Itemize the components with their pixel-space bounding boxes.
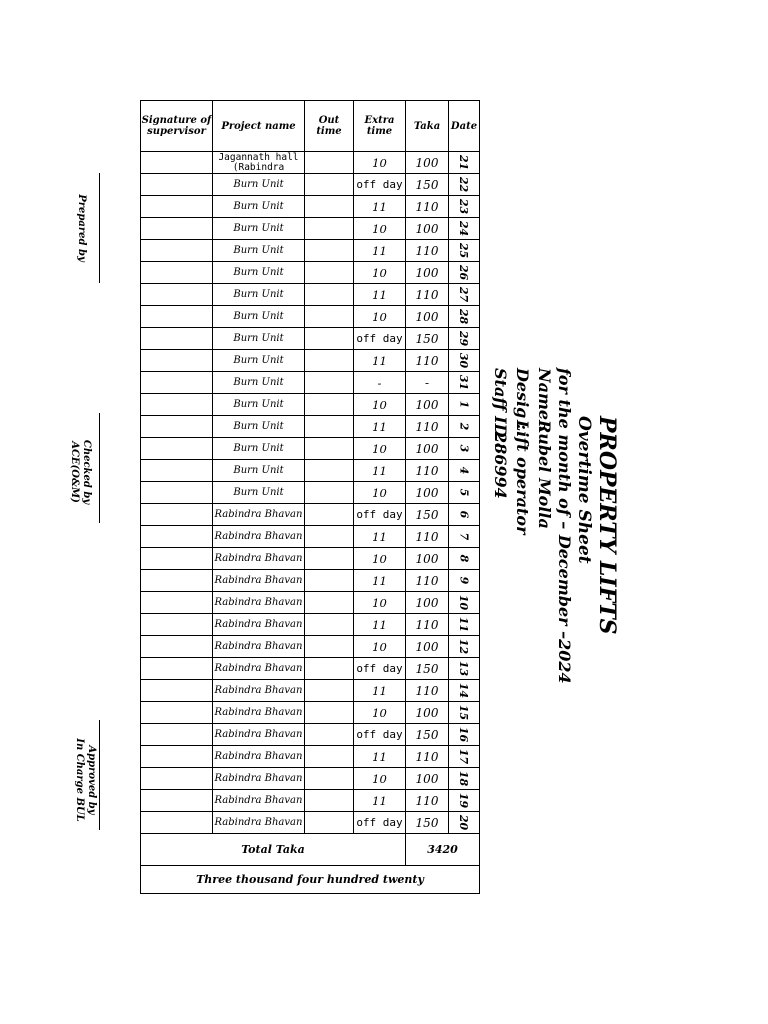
taka-cell: - bbox=[406, 372, 449, 394]
heading-subtitle: Overtime Sheet bbox=[574, 416, 594, 564]
extra-time-cell: 11 bbox=[354, 460, 406, 482]
taka-cell: 110 bbox=[406, 350, 449, 372]
project-cell: Burn Unit bbox=[213, 438, 305, 460]
project-cell: Burn Unit bbox=[213, 284, 305, 306]
table-row bbox=[141, 328, 480, 350]
out-time-cell bbox=[305, 460, 354, 482]
extra-time-cell: 11 bbox=[354, 790, 406, 812]
date-cell bbox=[449, 724, 480, 746]
project-cell: Rabindra Bhavan bbox=[213, 790, 305, 812]
header-out-time: Out time bbox=[305, 101, 354, 152]
signature-cell bbox=[141, 504, 213, 526]
checked-by-label bbox=[68, 432, 92, 512]
project-cell: Rabindra Bhavan bbox=[213, 570, 305, 592]
date-text: 12 bbox=[457, 638, 471, 655]
project-cell: Burn Unit bbox=[213, 350, 305, 372]
extra-time-cell: 10 bbox=[354, 702, 406, 724]
date-cell bbox=[449, 548, 480, 570]
project-cell: Burn Unit bbox=[213, 240, 305, 262]
date-text: 26 bbox=[457, 264, 471, 281]
taka-cell: 110 bbox=[406, 196, 449, 218]
project-cell: Jagannath hall (Rabindra bbox=[213, 152, 305, 174]
project-cell: Burn Unit bbox=[213, 174, 305, 196]
project-cell: Burn Unit bbox=[213, 372, 305, 394]
table-row bbox=[141, 460, 480, 482]
desig-label: Desig : bbox=[513, 368, 532, 430]
signature-cell bbox=[141, 614, 213, 636]
date-cell bbox=[449, 812, 480, 834]
prepared-by-line bbox=[99, 173, 100, 283]
taka-cell: 110 bbox=[406, 746, 449, 768]
name-value: Rubel Molla bbox=[535, 420, 554, 529]
project-cell: Rabindra Bhavan bbox=[213, 504, 305, 526]
approved-by-label bbox=[73, 735, 97, 825]
extra-time-cell: 10 bbox=[354, 218, 406, 240]
date-cell bbox=[449, 482, 480, 504]
taka-cell: 110 bbox=[406, 526, 449, 548]
out-time-cell bbox=[305, 570, 354, 592]
out-time-cell bbox=[305, 746, 354, 768]
signature-cell bbox=[141, 482, 213, 504]
out-time-cell bbox=[305, 592, 354, 614]
desig-row bbox=[513, 368, 532, 535]
date-cell bbox=[449, 350, 480, 372]
signature-cell bbox=[141, 790, 213, 812]
table-row bbox=[141, 262, 480, 284]
extra-time-cell: 10 bbox=[354, 592, 406, 614]
signature-cell bbox=[141, 570, 213, 592]
overtime-table bbox=[140, 100, 480, 894]
date-text: 18 bbox=[457, 770, 471, 787]
out-time-cell bbox=[305, 790, 354, 812]
signature-cell bbox=[141, 636, 213, 658]
out-time-cell bbox=[305, 636, 354, 658]
date-text: 9 bbox=[457, 576, 471, 585]
taka-cell: 100 bbox=[406, 306, 449, 328]
total-words: Three thousand four hundred twenty bbox=[141, 866, 480, 894]
table-row bbox=[141, 790, 480, 812]
extra-time-cell: 10 bbox=[354, 152, 406, 174]
checked-by-role: ACE(O&M) bbox=[69, 441, 80, 503]
approved-by-text: Approved by bbox=[86, 745, 97, 815]
signature-cell bbox=[141, 152, 213, 174]
date-cell bbox=[449, 570, 480, 592]
out-time-cell bbox=[305, 614, 354, 636]
name-row bbox=[535, 368, 554, 529]
project-cell: Rabindra Bhavan bbox=[213, 680, 305, 702]
table-row bbox=[141, 152, 480, 174]
signature-cell bbox=[141, 526, 213, 548]
date-cell bbox=[449, 768, 480, 790]
project-cell: Rabindra Bhavan bbox=[213, 614, 305, 636]
table-row bbox=[141, 680, 480, 702]
signature-cell bbox=[141, 702, 213, 724]
date-text: 11 bbox=[457, 616, 471, 633]
extra-time-cell: 11 bbox=[354, 416, 406, 438]
project-cell: Rabindra Bhavan bbox=[213, 658, 305, 680]
taka-cell: 150 bbox=[406, 328, 449, 350]
date-text: 1 bbox=[457, 400, 471, 409]
project-cell: Rabindra Bhavan bbox=[213, 526, 305, 548]
date-cell bbox=[449, 614, 480, 636]
header-row bbox=[141, 101, 480, 152]
date-cell bbox=[449, 372, 480, 394]
signature-cell bbox=[141, 372, 213, 394]
project-cell: Rabindra Bhavan bbox=[213, 702, 305, 724]
date-cell bbox=[449, 152, 480, 174]
signature-cell bbox=[141, 174, 213, 196]
out-time-cell bbox=[305, 658, 354, 680]
out-time-cell bbox=[305, 768, 354, 790]
out-time-cell bbox=[305, 548, 354, 570]
signature-cell bbox=[141, 328, 213, 350]
taka-cell: 110 bbox=[406, 790, 449, 812]
project-cell: Burn Unit bbox=[213, 306, 305, 328]
total-row bbox=[141, 834, 480, 866]
taka-cell: 100 bbox=[406, 702, 449, 724]
date-cell bbox=[449, 658, 480, 680]
table-row bbox=[141, 416, 480, 438]
date-cell bbox=[449, 636, 480, 658]
out-time-cell bbox=[305, 438, 354, 460]
date-text: 19 bbox=[457, 792, 471, 809]
out-time-cell bbox=[305, 152, 354, 174]
taka-cell: 110 bbox=[406, 680, 449, 702]
table-row bbox=[141, 812, 480, 834]
extra-time-cell: 11 bbox=[354, 196, 406, 218]
out-time-cell bbox=[305, 350, 354, 372]
project-cell: Rabindra Bhavan bbox=[213, 812, 305, 834]
table-row bbox=[141, 746, 480, 768]
staff-value: 286994 bbox=[491, 432, 510, 499]
out-time-cell bbox=[305, 174, 354, 196]
signature-cell bbox=[141, 680, 213, 702]
project-cell: Burn Unit bbox=[213, 416, 305, 438]
project-cell: Rabindra Bhavan bbox=[213, 548, 305, 570]
table-row bbox=[141, 350, 480, 372]
date-text: 16 bbox=[457, 726, 471, 743]
project-cell: Burn Unit bbox=[213, 460, 305, 482]
date-text: 8 bbox=[457, 554, 471, 563]
project-cell: Burn Unit bbox=[213, 218, 305, 240]
extra-time-cell: 10 bbox=[354, 548, 406, 570]
signature-cell bbox=[141, 460, 213, 482]
date-text: 15 bbox=[457, 704, 471, 721]
date-text: 30 bbox=[457, 352, 471, 369]
taka-cell: 100 bbox=[406, 262, 449, 284]
signature-cell bbox=[141, 240, 213, 262]
taka-cell: 150 bbox=[406, 174, 449, 196]
taka-cell: 150 bbox=[406, 812, 449, 834]
total-value: 3420 bbox=[406, 834, 480, 866]
date-text: 29 bbox=[457, 330, 471, 347]
extra-time-cell: 10 bbox=[354, 768, 406, 790]
date-cell bbox=[449, 680, 480, 702]
date-cell bbox=[449, 416, 480, 438]
extra-time-cell: off day bbox=[354, 328, 406, 350]
date-text: 21 bbox=[457, 154, 471, 171]
date-text: 2 bbox=[457, 422, 471, 431]
date-text: 28 bbox=[457, 308, 471, 325]
extra-time-cell: off day bbox=[354, 724, 406, 746]
total-words-row bbox=[141, 866, 480, 894]
date-cell bbox=[449, 306, 480, 328]
signature-cell bbox=[141, 746, 213, 768]
date-cell bbox=[449, 526, 480, 548]
date-cell bbox=[449, 460, 480, 482]
signature-cell bbox=[141, 394, 213, 416]
table-row bbox=[141, 174, 480, 196]
date-text: 22 bbox=[457, 176, 471, 193]
date-text: 23 bbox=[457, 198, 471, 215]
signature-cell bbox=[141, 262, 213, 284]
date-text: 31 bbox=[457, 374, 471, 391]
date-cell bbox=[449, 504, 480, 526]
table-row bbox=[141, 658, 480, 680]
out-time-cell bbox=[305, 416, 354, 438]
prepared-by-label: Prepared by bbox=[76, 194, 87, 262]
date-text: 10 bbox=[457, 594, 471, 611]
out-time-cell bbox=[305, 482, 354, 504]
extra-time-cell: 10 bbox=[354, 394, 406, 416]
project-cell: Rabindra Bhavan bbox=[213, 592, 305, 614]
date-cell bbox=[449, 438, 480, 460]
out-time-cell bbox=[305, 196, 354, 218]
out-time-cell bbox=[305, 240, 354, 262]
table-row bbox=[141, 592, 480, 614]
heading-month: for the month of – December –2024 bbox=[555, 368, 574, 684]
out-time-cell bbox=[305, 394, 354, 416]
project-cell: Burn Unit bbox=[213, 482, 305, 504]
extra-time-cell: off day bbox=[354, 812, 406, 834]
out-time-cell bbox=[305, 328, 354, 350]
out-time-cell bbox=[305, 724, 354, 746]
out-time-cell bbox=[305, 372, 354, 394]
table-row bbox=[141, 614, 480, 636]
date-text: 17 bbox=[457, 748, 471, 765]
project-cell: Burn Unit bbox=[213, 328, 305, 350]
taka-cell: 150 bbox=[406, 658, 449, 680]
signature-cell bbox=[141, 218, 213, 240]
table-row bbox=[141, 724, 480, 746]
table-row bbox=[141, 394, 480, 416]
taka-cell: 100 bbox=[406, 636, 449, 658]
extra-time-cell: off day bbox=[354, 658, 406, 680]
date-cell bbox=[449, 262, 480, 284]
desig-value: Lift operator bbox=[513, 420, 532, 535]
signature-cell bbox=[141, 812, 213, 834]
extra-time-cell: 10 bbox=[354, 306, 406, 328]
signature-cell bbox=[141, 196, 213, 218]
date-text: 20 bbox=[457, 814, 471, 831]
table-row bbox=[141, 372, 480, 394]
taka-cell: 110 bbox=[406, 416, 449, 438]
signature-cell bbox=[141, 284, 213, 306]
checked-by-line bbox=[99, 413, 100, 523]
header-signature: Signature of supervisor bbox=[141, 101, 213, 152]
table-row bbox=[141, 636, 480, 658]
header-taka: Taka bbox=[406, 101, 449, 152]
signature-cell bbox=[141, 306, 213, 328]
signature-cell bbox=[141, 416, 213, 438]
heading-title: PROPERTY LIFTS bbox=[594, 416, 620, 635]
extra-time-cell: 11 bbox=[354, 284, 406, 306]
table-row bbox=[141, 526, 480, 548]
header-extra-time: Extra time bbox=[354, 101, 406, 152]
out-time-cell bbox=[305, 702, 354, 724]
date-text: 13 bbox=[457, 660, 471, 677]
date-cell bbox=[449, 240, 480, 262]
extra-time-cell: - bbox=[354, 372, 406, 394]
out-time-cell bbox=[305, 504, 354, 526]
taka-cell: 150 bbox=[406, 504, 449, 526]
date-text: 6 bbox=[457, 510, 471, 519]
staff-label: Staff ID : bbox=[491, 368, 510, 449]
extra-time-cell: 11 bbox=[354, 614, 406, 636]
date-cell bbox=[449, 592, 480, 614]
table-row bbox=[141, 570, 480, 592]
date-cell bbox=[449, 328, 480, 350]
taka-cell: 100 bbox=[406, 548, 449, 570]
date-text: 27 bbox=[457, 286, 471, 303]
project-cell: Rabindra Bhavan bbox=[213, 636, 305, 658]
signature-cell bbox=[141, 592, 213, 614]
signature-cell bbox=[141, 768, 213, 790]
date-cell bbox=[449, 394, 480, 416]
checked-by-text: Checked by bbox=[81, 439, 92, 505]
staff-row bbox=[491, 368, 510, 499]
project-cell: Burn Unit bbox=[213, 262, 305, 284]
date-text: 25 bbox=[457, 242, 471, 259]
extra-time-cell: 10 bbox=[354, 262, 406, 284]
signature-cell bbox=[141, 548, 213, 570]
header-date: Date bbox=[449, 101, 480, 152]
date-text: 4 bbox=[457, 466, 471, 475]
extra-time-cell: 11 bbox=[354, 570, 406, 592]
project-cell: Burn Unit bbox=[213, 196, 305, 218]
out-time-cell bbox=[305, 680, 354, 702]
date-text: 5 bbox=[457, 488, 471, 497]
table-body bbox=[141, 152, 480, 834]
date-text: 24 bbox=[457, 220, 471, 237]
date-cell bbox=[449, 746, 480, 768]
taka-cell: 100 bbox=[406, 394, 449, 416]
taka-cell: 100 bbox=[406, 592, 449, 614]
table-row bbox=[141, 438, 480, 460]
taka-cell: 100 bbox=[406, 218, 449, 240]
table-row bbox=[141, 504, 480, 526]
extra-time-cell: 11 bbox=[354, 350, 406, 372]
out-time-cell bbox=[305, 812, 354, 834]
extra-time-cell: 10 bbox=[354, 636, 406, 658]
table-row bbox=[141, 284, 480, 306]
extra-time-cell: off day bbox=[354, 174, 406, 196]
taka-cell: 100 bbox=[406, 768, 449, 790]
out-time-cell bbox=[305, 262, 354, 284]
extra-time-cell: 11 bbox=[354, 746, 406, 768]
table-row bbox=[141, 240, 480, 262]
extra-time-cell: off day bbox=[354, 504, 406, 526]
date-text: 14 bbox=[457, 682, 471, 699]
taka-cell: 110 bbox=[406, 240, 449, 262]
project-cell: Rabindra Bhavan bbox=[213, 746, 305, 768]
taka-cell: 100 bbox=[406, 482, 449, 504]
name-label: Name : bbox=[535, 368, 554, 432]
taka-cell: 110 bbox=[406, 460, 449, 482]
table-row bbox=[141, 196, 480, 218]
taka-cell: 100 bbox=[406, 438, 449, 460]
table-row bbox=[141, 768, 480, 790]
date-cell bbox=[449, 790, 480, 812]
table-row bbox=[141, 482, 480, 504]
project-cell: Burn Unit bbox=[213, 394, 305, 416]
signature-cell bbox=[141, 350, 213, 372]
signature-cell bbox=[141, 658, 213, 680]
out-time-cell bbox=[305, 526, 354, 548]
extra-time-cell: 11 bbox=[354, 526, 406, 548]
date-cell bbox=[449, 196, 480, 218]
taka-cell: 110 bbox=[406, 284, 449, 306]
signature-cell bbox=[141, 724, 213, 746]
out-time-cell bbox=[305, 218, 354, 240]
table-row bbox=[141, 218, 480, 240]
date-cell bbox=[449, 284, 480, 306]
signature-cell bbox=[141, 438, 213, 460]
extra-time-cell: 11 bbox=[354, 240, 406, 262]
header-project: Project name bbox=[213, 101, 305, 152]
taka-cell: 150 bbox=[406, 724, 449, 746]
extra-time-cell: 10 bbox=[354, 482, 406, 504]
table-row bbox=[141, 306, 480, 328]
taka-cell: 100 bbox=[406, 152, 449, 174]
date-cell bbox=[449, 702, 480, 724]
extra-time-cell: 11 bbox=[354, 680, 406, 702]
total-label: Total Taka bbox=[141, 834, 406, 866]
table-row bbox=[141, 548, 480, 570]
taka-cell: 110 bbox=[406, 614, 449, 636]
date-text: 7 bbox=[457, 532, 471, 541]
taka-cell: 110 bbox=[406, 570, 449, 592]
approved-by-role: In Charge BUL bbox=[74, 738, 85, 822]
approved-by-line bbox=[99, 720, 100, 830]
table-row bbox=[141, 702, 480, 724]
extra-time-cell: 10 bbox=[354, 438, 406, 460]
out-time-cell bbox=[305, 284, 354, 306]
date-cell bbox=[449, 218, 480, 240]
project-cell: Rabindra Bhavan bbox=[213, 724, 305, 746]
out-time-cell bbox=[305, 306, 354, 328]
date-cell bbox=[449, 174, 480, 196]
date-text: 3 bbox=[457, 444, 471, 453]
project-cell: Rabindra Bhavan bbox=[213, 768, 305, 790]
